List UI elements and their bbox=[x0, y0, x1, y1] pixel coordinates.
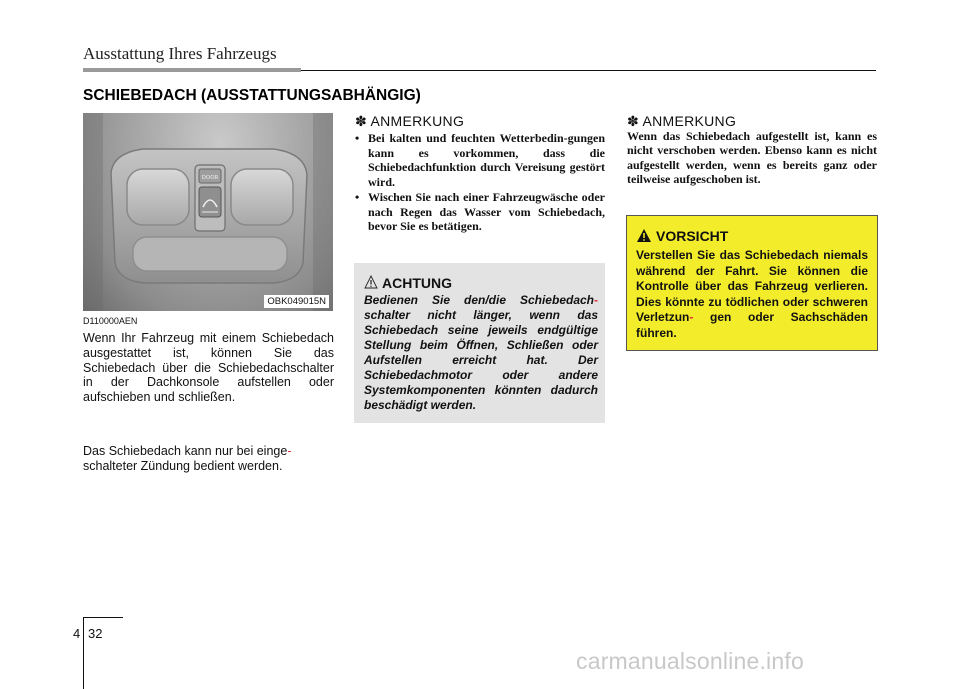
note2-heading bbox=[627, 113, 736, 130]
chapter-number: 4 bbox=[73, 626, 81, 641]
note1-item bbox=[355, 131, 605, 190]
left-map-lamp bbox=[127, 169, 189, 225]
achtung-text bbox=[364, 293, 598, 413]
vorsicht-title bbox=[636, 228, 728, 244]
achtung-text-part1: Bedienen Sie den/die Schiebedach bbox=[364, 293, 594, 307]
page-number: 32 bbox=[88, 626, 103, 641]
hyphen: - bbox=[594, 293, 598, 307]
note1-item-text: Wischen Sie nach einer Fahrzeugwäsche oder nach Regen das Wasser vom Schiebedach, bevor Sie es betätigen. bbox=[368, 189, 605, 234]
note2-heading-text: ANMERKUNG bbox=[642, 113, 737, 129]
section-title: SCHIEBEDACH (AUSSTATTUNGSABHÄNGIG) bbox=[83, 87, 421, 104]
hyphen: - bbox=[689, 310, 694, 325]
bullet: • bbox=[355, 189, 360, 204]
ignition-text-part1: Das Schiebedach kann nur bei einge bbox=[83, 444, 288, 458]
ignition-text-part2: schalteter Zündung bedient werden. bbox=[83, 458, 283, 473]
figure-code: OBK049015N bbox=[264, 295, 329, 308]
achtung-title bbox=[364, 275, 452, 291]
warning-triangle-filled-icon bbox=[636, 228, 652, 243]
right-map-lamp bbox=[231, 169, 293, 225]
achtung-text-part2: schalter nicht länger, wenn das Schiebedach seine jeweils endgültige Stellung beim Öffnen, Schließen oder Aufstellen erreicht hat. Der Schiebedachmotor oder andere Systemkomponenten könnten dadurch beschädigt werden. bbox=[364, 308, 598, 412]
warning-triangle-icon bbox=[364, 275, 378, 289]
vorsicht-text bbox=[636, 248, 868, 342]
footer-divider bbox=[83, 618, 84, 689]
achtung-box bbox=[354, 263, 605, 423]
roof-console-photo bbox=[83, 113, 333, 311]
intro-paragraph: Wenn Ihr Fahrzeug mit einem Schiebedach ausgestattet ist, können Sie das Schiebedach über die Schiebedachschalter in der Dachkonsole aufstellen oder aufschieben und schließen. bbox=[83, 331, 334, 405]
vorsicht-box bbox=[626, 215, 878, 351]
bullet: • bbox=[355, 131, 360, 145]
vorsicht-text-part2: gen oder Sachschäden führen. bbox=[636, 310, 869, 340]
note2-text: Wenn das Schiebedach aufgestellt ist, kann es nicht verschoben werden. Ebenso kann es nicht aufgestellt werden, wenn es bereits ganz oder teilweise aufgeschoben ist. bbox=[627, 129, 877, 187]
watermark: carmanualsonline.info bbox=[576, 648, 804, 674]
hyphen: - bbox=[287, 444, 292, 458]
note1-item-text: Bei kalten und feuchten Wetterbedin-gungen kann es vorkommen, dass die Schiebedachfunktion durch Vereisung gestört wird. bbox=[368, 131, 605, 190]
note1-heading bbox=[355, 113, 464, 130]
roof-console-illustration bbox=[83, 113, 333, 311]
asterisk-icon: ✽ bbox=[355, 113, 368, 129]
header-rule bbox=[301, 70, 876, 71]
footer-rule bbox=[83, 617, 123, 618]
ignition-paragraph bbox=[83, 444, 334, 474]
sunglass-holder-cover bbox=[133, 237, 287, 271]
header-accent-bar bbox=[83, 68, 301, 72]
note1-item bbox=[355, 190, 605, 234]
page-header-title: Ausstattung Ihres Fahrzeugs bbox=[83, 44, 277, 63]
vorsicht-title-text: VORSICHT bbox=[656, 228, 729, 244]
asterisk-icon: ✽ bbox=[627, 113, 640, 129]
note1-list bbox=[355, 131, 605, 234]
reference-code: D110000AEN bbox=[83, 316, 138, 326]
vorsicht-text-part1: Verstellen Sie das Schiebedach niemals während der Fahrt. Sie können die Kontrolle über das Fahrzeug verlieren. Dies könnte zu tödlichen oder schweren Verletzun bbox=[636, 248, 868, 325]
achtung-title-text: ACHTUNG bbox=[382, 275, 452, 291]
door-switch-label: DOOR bbox=[201, 175, 219, 181]
note1-heading-text: ANMERKUNG bbox=[370, 113, 465, 129]
